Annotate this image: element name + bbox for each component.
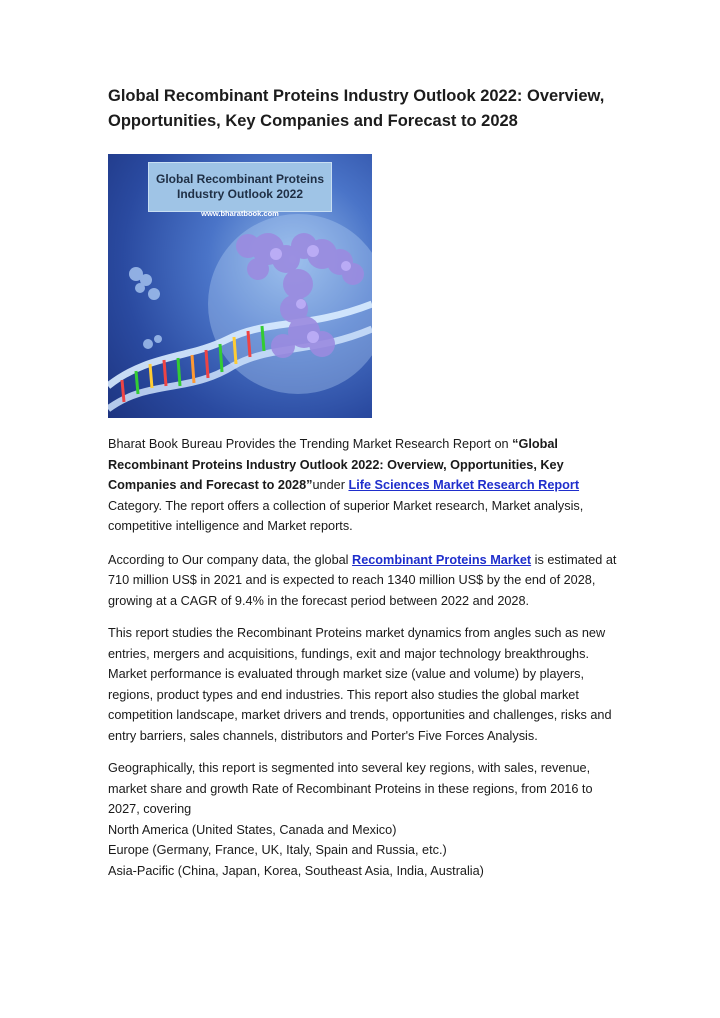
intro-paragraph xyxy=(108,434,620,537)
cover-banner xyxy=(148,162,332,212)
document-page xyxy=(108,84,620,881)
report-title: Global Recombinant Proteins Industry Outlook 2022: Overview, Opportunities, Key Companies and Forecast to 2028 xyxy=(108,87,605,130)
market-size-intro: According to Our company data, the global xyxy=(108,552,353,567)
region-asia-pacific: Asia-Pacific (China, Japan, Korea, Southeast Asia, India, Australia) xyxy=(108,863,484,878)
region-north-america: North America (United States, Canada and Mexico) xyxy=(108,822,397,837)
regions-intro: Geographically, this report is segmented into several key regions, with sales, revenue, market share and growth Rate of Recombinant Proteins in these regions, from 2016 to 2027, covering xyxy=(108,761,593,816)
market-size-rest: is estimated at 710 million US$ in 2021 and is expected to reach 1340 million US$ by the end of 2028, growing at a CAGR of 9.4% in the forecast period between 2022 and 2028. xyxy=(108,552,617,608)
intro-rest-text: Category. The report offers a collection of superior Market research, Market analysis, competitive intelligence and Market reports. xyxy=(108,498,584,533)
under-text: under xyxy=(312,478,349,492)
cover-title-line2: Industry Outlook 2022 xyxy=(176,187,304,201)
region-europe: Europe (Germany, France, UK, Italy, Spain and Russia, etc.) xyxy=(108,843,447,857)
report-cover-image xyxy=(108,154,372,418)
market-size-paragraph xyxy=(108,550,620,612)
intro-text: Bharat Book Bureau Provides the Trending Market Research Report on xyxy=(108,437,513,451)
life-sciences-link[interactable]: Life Sciences Market Research Report xyxy=(348,478,580,492)
dynamics-paragraph: This report studies the Recombinant Proteins market dynamics from angles such as new entries, mergers and acquisitions, fundings, exit and major technology breakthroughs. Market performance is evaluated through market size (value and volume) by players, regions, product types and end industries. This report also studies the global market competition landscape, market drivers and trends, opportunities and challenges, risks and entry barriers, sales channels, distributors and Porter's Five Forces Analysis. xyxy=(108,626,612,743)
report-title-bold: “Global Recombinant Proteins Industry Outlook 2022: Overview, Opportunities, Key Companies and Forecast to 2028” xyxy=(108,437,564,492)
cover-title-line1: Global Recombinant Proteins xyxy=(155,172,325,186)
recombinant-proteins-market-link[interactable]: Recombinant Proteins Market xyxy=(352,552,532,567)
cover-url: www.bharatbook.com xyxy=(201,209,279,218)
regions-paragraph xyxy=(108,758,620,881)
